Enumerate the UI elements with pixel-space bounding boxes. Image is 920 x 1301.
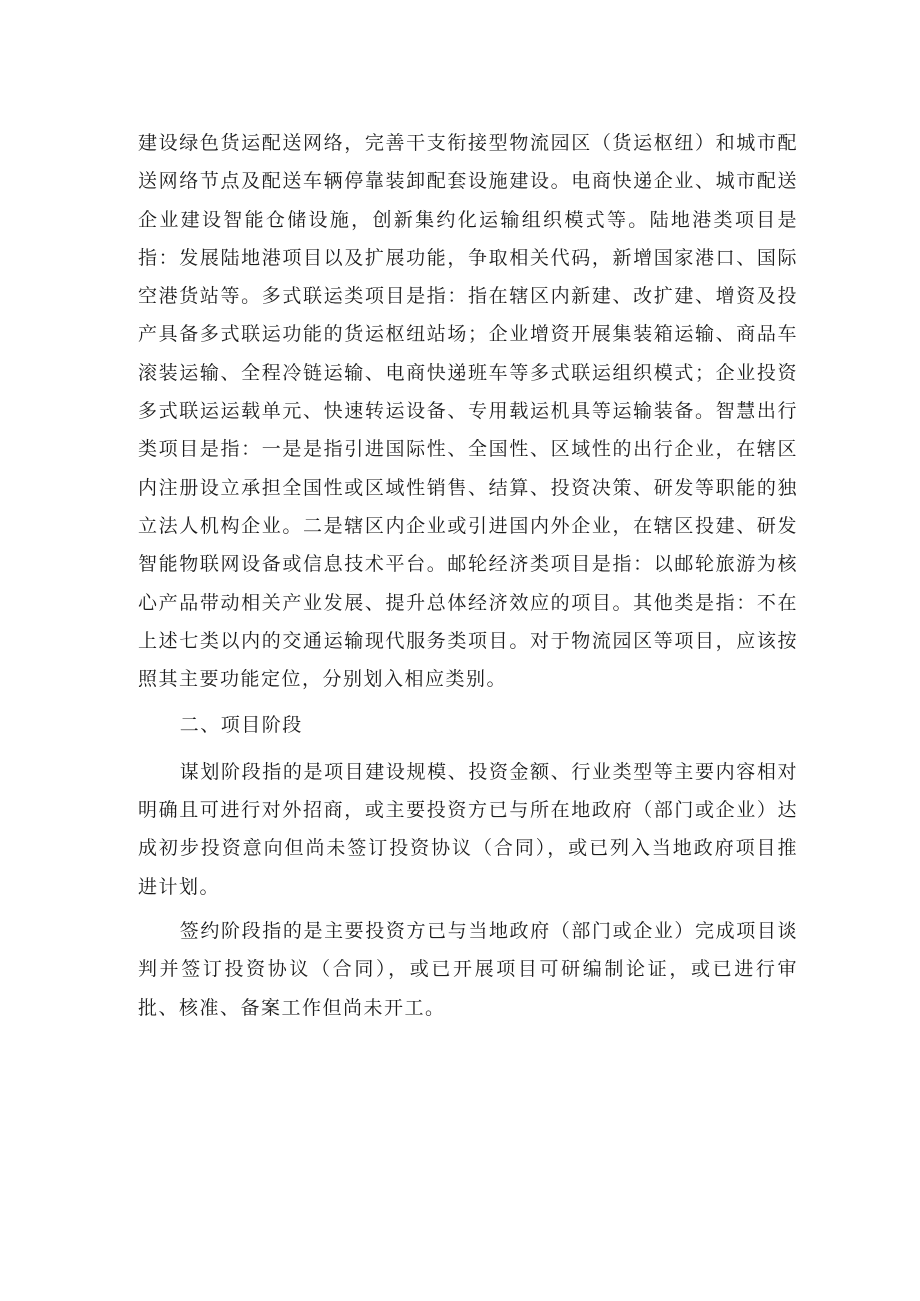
section-heading-project-stage: 二、项目阶段	[179, 714, 303, 737]
document-body	[138, 124, 798, 1027]
paragraph-project-categories: 建设绿色货运配送网络，完善干支衔接型物流园区（货运枢纽）和城市配送网络节点及配送车辆停靠装卸配套设施建设。电商快递企业、城市配送企业建设智能仓储设施，创新集约化运输组织模式等。陆地港类项目是指：发展陆地港项目以及扩展功能，争取相关代码，新增国家港口、国际空港货站等。多式联运类项目是指：指在辖区内新建、改扩建、增资及投产具备多式联运功能的货运枢纽站场；企业增资开展集装箱运输、商品车滚装运输、全程冷链运输、电商快递班车等多式联运组织模式；企业投资多式联运运载单元、快速转运设备、专用载运机具等运输装备。智慧出行类项目是指：一是是指引进国际性、全国性、区域性的出行企业，在辖区内注册设立承担全国性或区域性销售、结算、投资决策、研发等职能的独立法人机构企业。二是辖区内企业或引进国内外企业，在辖区投建、研发智能物联网设备或信息技术平台。邮轮经济类项目是指：以邮轮旅游为核心产品带动相关产业发展、提升总体经济效应的项目。其他类是指：不在上述七类以内的交通运输现代服务类项目。对于物流园区等项目，应该按照其主要功能定位，分别划入相应类别。	[138, 132, 798, 691]
paragraph-signing-stage: 签约阶段指的是主要投资方已与当地政府（部门或企业）完成项目谈判并签订投资协议（合同），或已开展项目可研编制论证，或已进行审批、核准、备案工作但尚未开工。	[138, 919, 798, 1019]
paragraph-planning-stage: 谋划阶段指的是项目建设规模、投资金额、行业类型等主要内容相对明确且可进行对外招商，或主要投资方已与所在地政府（部门或企业）达成初步投资意向但尚未签订投资协议（合同），或已列入当地政府项目推进计划。	[138, 760, 798, 898]
